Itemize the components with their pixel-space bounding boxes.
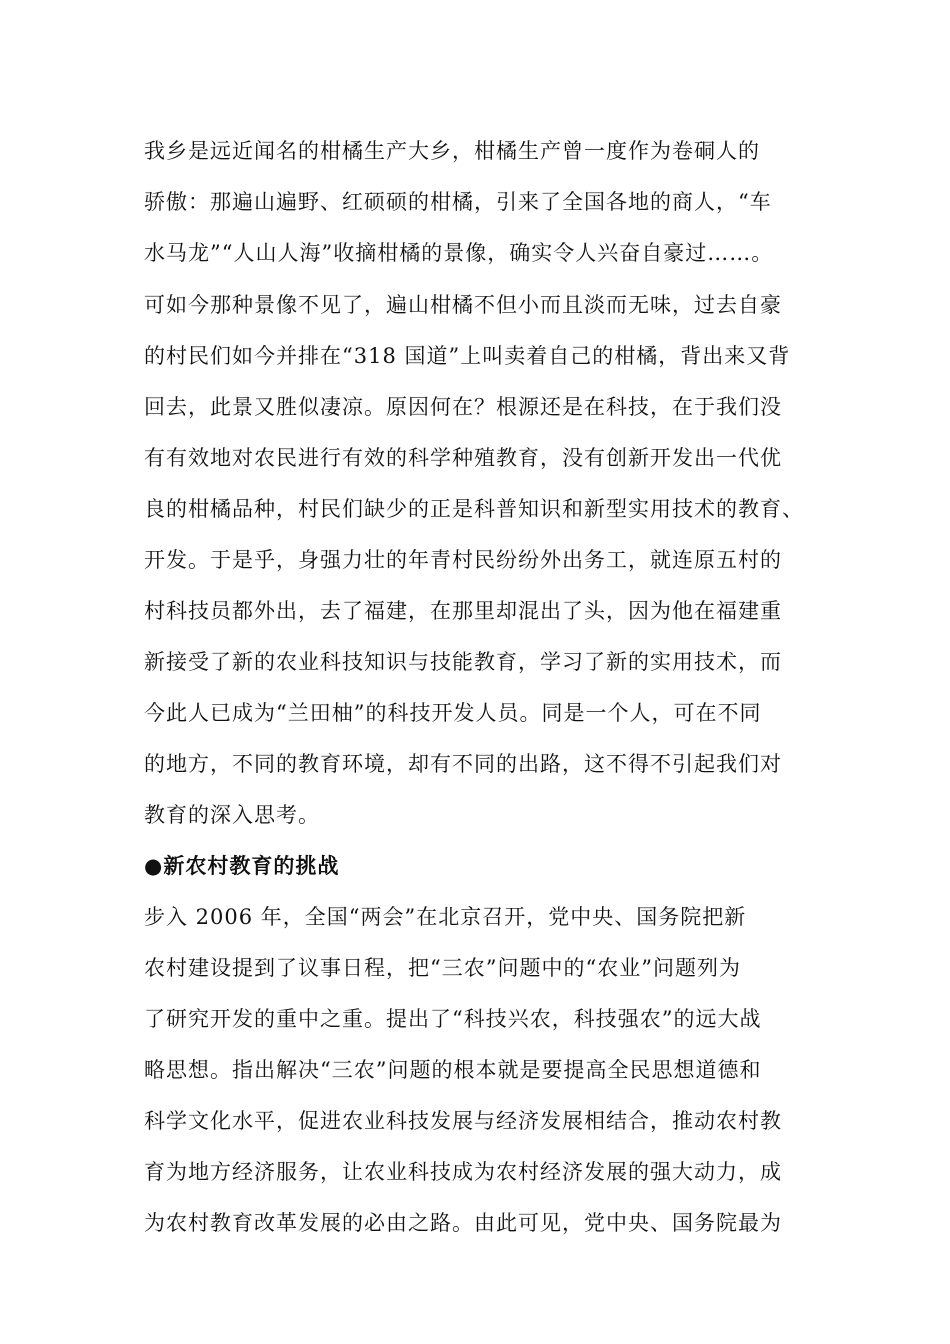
text-line: 步入 2006 年，全国“两会”在北京召开，党中央、国务院把新 xyxy=(144,905,747,929)
text-line: 今此人已成为“兰田柚”的科技开发人员。同是一个人，可在不同 xyxy=(144,701,762,725)
text-line: 回去，此景又胜似凄凉。原因何在？根源还是在科技，在于我们没 xyxy=(144,395,782,419)
text-line: 良的柑橘品种，村民们缺少的正是科普知识和新型实用技术的教育、 xyxy=(144,497,804,521)
text-line: 的村民们如今并排在“318 国道”上叫卖着自己的柑橘，背出来又背 xyxy=(144,344,791,368)
text-line: 的地方，不同的教育环境，却有不同的出路，这不得不引起我们对 xyxy=(144,752,782,776)
section-heading: ●新农村教育的挑战 xyxy=(144,853,340,878)
text-line: 村科技员都外出，去了福建，在那里却混出了头，因为他在福建重 xyxy=(144,599,782,623)
text-line: 骄傲：那遍山遍野、红硕硕的柑橘，引来了全国各地的商人，“车 xyxy=(144,190,772,214)
text-line: 我乡是远近闻名的柑橘生产大乡，柑橘生产曾一度作为卷硐人的 xyxy=(144,139,760,163)
text-line: 水马龙”“人山人海”收摘柑橘的景像，确实令人兴奋自豪过……。 xyxy=(144,241,774,265)
text-line: 教育的深入思考。 xyxy=(144,803,320,827)
text-line: 新接受了新的农业科技知识与技能教育，学习了新的实用技术，而 xyxy=(144,650,782,674)
text-line: 略思想。指出解决“三农”问题的根本就是要提高全民思想道德和 xyxy=(144,1058,762,1082)
text-line: 开发。于是乎，身强力壮的年青村民纷纷外出务工，就连原五村的 xyxy=(144,548,782,572)
text-line: 科学文化水平，促进农业科技发展与经济发展相结合，推动农村教 xyxy=(144,1109,782,1133)
text-line: 了研究开发的重中之重。提出了“科技兴农，科技强农”的远大战 xyxy=(144,1007,762,1031)
text-line: 为农村教育改革发展的必由之路。由此可见，党中央、国务院最为 xyxy=(144,1211,782,1235)
text-line: 可如今那种景像不见了，遍山柑橘不但小而且淡而无味，过去自豪 xyxy=(144,293,782,317)
text-line: 有有效地对农民进行有效的科学种殖教育，没有创新开发出一代优 xyxy=(144,446,782,470)
text-line: 农村建设提到了议事日程，把“三农”问题中的“农业”问题列为 xyxy=(144,956,741,980)
text-line: 育为地方经济服务，让农业科技成为农村经济发展的强大动力，成 xyxy=(144,1160,782,1184)
